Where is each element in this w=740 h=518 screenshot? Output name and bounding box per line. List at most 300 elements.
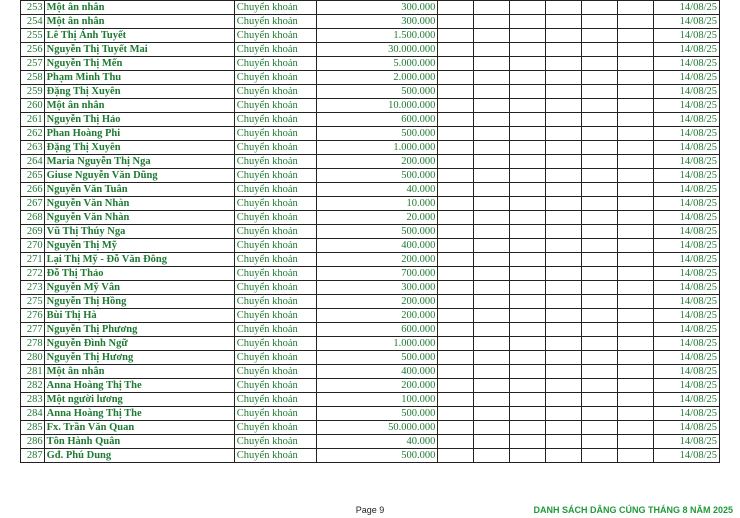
donation-amount: 20.000 — [317, 211, 438, 225]
empty-cell — [474, 85, 510, 99]
donation-date: 14/08/25 — [654, 435, 720, 449]
empty-cell — [474, 225, 510, 239]
empty-cell — [510, 393, 546, 407]
empty-cell — [474, 281, 510, 295]
empty-cell — [438, 337, 474, 351]
empty-cell — [474, 127, 510, 141]
empty-cell — [582, 393, 618, 407]
empty-cell — [474, 393, 510, 407]
empty-cell — [438, 29, 474, 43]
empty-cell — [582, 29, 618, 43]
table-row — [21, 253, 720, 267]
payment-method: Chuyển khoản — [234, 85, 316, 99]
empty-cell — [582, 127, 618, 141]
donor-name: Một ân nhân — [44, 365, 234, 379]
empty-cell — [618, 379, 654, 393]
donation-date: 14/08/25 — [654, 365, 720, 379]
empty-cell — [618, 239, 654, 253]
donor-name: Nguyễn Thị Mến — [44, 57, 234, 71]
payment-method: Chuyển khoản — [234, 169, 316, 183]
empty-cell — [618, 393, 654, 407]
empty-cell — [510, 337, 546, 351]
empty-cell — [618, 113, 654, 127]
empty-cell — [510, 239, 546, 253]
empty-cell — [618, 323, 654, 337]
empty-cell — [510, 141, 546, 155]
row-number: 261 — [21, 113, 45, 127]
empty-cell — [438, 449, 474, 463]
table-row — [21, 267, 720, 281]
table-row — [21, 225, 720, 239]
table-row — [21, 435, 720, 449]
empty-cell — [582, 15, 618, 29]
empty-cell — [474, 407, 510, 421]
empty-cell — [618, 421, 654, 435]
empty-cell — [618, 281, 654, 295]
empty-cell — [510, 169, 546, 183]
donation-date: 14/08/25 — [654, 211, 720, 225]
empty-cell — [618, 1, 654, 15]
empty-cell — [546, 15, 582, 29]
row-number: 272 — [21, 267, 45, 281]
row-number: 264 — [21, 155, 45, 169]
donation-amount: 1.000.000 — [317, 337, 438, 351]
empty-cell — [474, 197, 510, 211]
empty-cell — [474, 421, 510, 435]
empty-cell — [474, 337, 510, 351]
empty-cell — [618, 337, 654, 351]
payment-method: Chuyển khoản — [234, 211, 316, 225]
empty-cell — [582, 197, 618, 211]
donation-amount: 30.000.000 — [317, 43, 438, 57]
payment-method: Chuyển khoản — [234, 267, 316, 281]
empty-cell — [618, 253, 654, 267]
empty-cell — [510, 407, 546, 421]
donation-table — [20, 0, 720, 463]
donation-table-body — [21, 1, 720, 463]
row-number: 257 — [21, 57, 45, 71]
empty-cell — [546, 379, 582, 393]
empty-cell — [546, 351, 582, 365]
table-row — [21, 57, 720, 71]
payment-method: Chuyển khoản — [234, 141, 316, 155]
donation-amount: 500.000 — [317, 169, 438, 183]
empty-cell — [546, 71, 582, 85]
empty-cell — [510, 309, 546, 323]
donation-date: 14/08/25 — [654, 127, 720, 141]
row-number: 281 — [21, 365, 45, 379]
empty-cell — [618, 407, 654, 421]
empty-cell — [582, 309, 618, 323]
table-row — [21, 43, 720, 57]
donation-amount: 600.000 — [317, 323, 438, 337]
table-row — [21, 155, 720, 169]
empty-cell — [510, 211, 546, 225]
empty-cell — [582, 281, 618, 295]
empty-cell — [582, 141, 618, 155]
empty-cell — [618, 365, 654, 379]
row-number: 263 — [21, 141, 45, 155]
donor-name: Tôn Hành Quân — [44, 435, 234, 449]
donation-date: 14/08/25 — [654, 253, 720, 267]
empty-cell — [618, 309, 654, 323]
empty-cell — [438, 71, 474, 85]
donor-name: Đỗ Thị Thảo — [44, 267, 234, 281]
empty-cell — [438, 393, 474, 407]
donation-amount: 1.500.000 — [317, 29, 438, 43]
donation-amount: 400.000 — [317, 365, 438, 379]
empty-cell — [582, 99, 618, 113]
empty-cell — [474, 323, 510, 337]
donation-amount: 500.000 — [317, 225, 438, 239]
donation-amount: 40.000 — [317, 435, 438, 449]
donation-amount: 200.000 — [317, 309, 438, 323]
empty-cell — [474, 15, 510, 29]
table-row — [21, 421, 720, 435]
donation-amount: 200.000 — [317, 379, 438, 393]
donor-name: Anna Hoàng Thị The — [44, 379, 234, 393]
donation-date: 14/08/25 — [654, 169, 720, 183]
empty-cell — [618, 127, 654, 141]
empty-cell — [618, 169, 654, 183]
row-number: 267 — [21, 197, 45, 211]
empty-cell — [546, 295, 582, 309]
donation-date: 14/08/25 — [654, 15, 720, 29]
donor-name: Anna Hoàng Thị The — [44, 407, 234, 421]
empty-cell — [510, 267, 546, 281]
donation-amount: 1.000.000 — [317, 141, 438, 155]
empty-cell — [618, 141, 654, 155]
donation-amount: 10.000.000 — [317, 99, 438, 113]
empty-cell — [510, 43, 546, 57]
payment-method: Chuyển khoản — [234, 253, 316, 267]
empty-cell — [618, 449, 654, 463]
row-number: 254 — [21, 15, 45, 29]
empty-cell — [546, 43, 582, 57]
donation-amount: 500.000 — [317, 351, 438, 365]
empty-cell — [438, 225, 474, 239]
empty-cell — [546, 323, 582, 337]
donor-name: Một ân nhân — [44, 15, 234, 29]
table-row — [21, 169, 720, 183]
payment-method: Chuyển khoản — [234, 127, 316, 141]
donor-name: Nguyễn Văn Tuân — [44, 183, 234, 197]
empty-cell — [618, 85, 654, 99]
empty-cell — [438, 211, 474, 225]
donation-amount: 300.000 — [317, 1, 438, 15]
payment-method: Chuyển khoản — [234, 71, 316, 85]
table-row — [21, 141, 720, 155]
empty-cell — [474, 99, 510, 113]
donation-amount: 200.000 — [317, 155, 438, 169]
donor-name: Nguyễn Thị Hảo — [44, 113, 234, 127]
empty-cell — [474, 435, 510, 449]
donation-amount: 40.000 — [317, 183, 438, 197]
empty-cell — [510, 15, 546, 29]
table-row — [21, 29, 720, 43]
empty-cell — [438, 113, 474, 127]
table-row — [21, 15, 720, 29]
empty-cell — [474, 1, 510, 15]
empty-cell — [474, 169, 510, 183]
donor-name: Nguyễn Đình Ngữ — [44, 337, 234, 351]
empty-cell — [546, 85, 582, 99]
empty-cell — [474, 253, 510, 267]
empty-cell — [438, 365, 474, 379]
row-number: 283 — [21, 393, 45, 407]
donation-amount: 5.000.000 — [317, 57, 438, 71]
donation-amount: 10.000 — [317, 197, 438, 211]
empty-cell — [618, 225, 654, 239]
row-number: 268 — [21, 211, 45, 225]
empty-cell — [474, 155, 510, 169]
payment-method: Chuyển khoản — [234, 155, 316, 169]
table-row — [21, 211, 720, 225]
table-row — [21, 197, 720, 211]
donor-name: Nguyễn Văn Nhàn — [44, 197, 234, 211]
empty-cell — [546, 239, 582, 253]
empty-cell — [618, 351, 654, 365]
table-row — [21, 295, 720, 309]
row-number: 286 — [21, 435, 45, 449]
donation-date: 14/08/25 — [654, 197, 720, 211]
empty-cell — [510, 155, 546, 169]
payment-method: Chuyển khoản — [234, 99, 316, 113]
empty-cell — [546, 253, 582, 267]
empty-cell — [474, 295, 510, 309]
empty-cell — [510, 113, 546, 127]
payment-method: Chuyển khoản — [234, 15, 316, 29]
empty-cell — [618, 435, 654, 449]
empty-cell — [474, 71, 510, 85]
donation-date: 14/08/25 — [654, 393, 720, 407]
donor-name: Lại Thị Mỹ - Đỗ Văn Đông — [44, 253, 234, 267]
donation-date: 14/08/25 — [654, 281, 720, 295]
donation-date: 14/08/25 — [654, 71, 720, 85]
empty-cell — [618, 211, 654, 225]
empty-cell — [582, 365, 618, 379]
empty-cell — [546, 421, 582, 435]
empty-cell — [546, 225, 582, 239]
donation-date: 14/08/25 — [654, 309, 720, 323]
row-number: 265 — [21, 169, 45, 183]
donation-amount: 700.000 — [317, 267, 438, 281]
empty-cell — [438, 379, 474, 393]
row-number: 253 — [21, 1, 45, 15]
row-number: 287 — [21, 449, 45, 463]
donation-date: 14/08/25 — [654, 323, 720, 337]
donor-name: Nguyễn Thị Tuyết Mai — [44, 43, 234, 57]
empty-cell — [474, 267, 510, 281]
empty-cell — [438, 155, 474, 169]
payment-method: Chuyển khoản — [234, 113, 316, 127]
donation-date: 14/08/25 — [654, 225, 720, 239]
row-number: 278 — [21, 337, 45, 351]
empty-cell — [510, 449, 546, 463]
empty-cell — [438, 57, 474, 71]
empty-cell — [582, 323, 618, 337]
empty-cell — [546, 155, 582, 169]
row-number: 259 — [21, 85, 45, 99]
empty-cell — [438, 183, 474, 197]
empty-cell — [438, 127, 474, 141]
donation-date: 14/08/25 — [654, 407, 720, 421]
empty-cell — [438, 323, 474, 337]
donor-name: Một ân nhân — [44, 99, 234, 113]
donor-name: Giuse Nguyễn Văn Dũng — [44, 169, 234, 183]
empty-cell — [510, 225, 546, 239]
payment-method: Chuyển khoản — [234, 449, 316, 463]
empty-cell — [438, 99, 474, 113]
table-row — [21, 127, 720, 141]
row-number: 260 — [21, 99, 45, 113]
row-number: 255 — [21, 29, 45, 43]
row-number: 271 — [21, 253, 45, 267]
donation-date: 14/08/25 — [654, 183, 720, 197]
payment-method: Chuyển khoản — [234, 57, 316, 71]
empty-cell — [438, 267, 474, 281]
payment-method: Chuyển khoản — [234, 407, 316, 421]
empty-cell — [618, 15, 654, 29]
table-row — [21, 337, 720, 351]
table-row — [21, 407, 720, 421]
donor-name: Maria Nguyễn Thị Nga — [44, 155, 234, 169]
donor-name: Nguyễn Mỹ Vân — [44, 281, 234, 295]
empty-cell — [474, 43, 510, 57]
payment-method: Chuyển khoản — [234, 365, 316, 379]
donation-date: 14/08/25 — [654, 99, 720, 113]
payment-method: Chuyển khoản — [234, 239, 316, 253]
donation-date: 14/08/25 — [654, 379, 720, 393]
empty-cell — [582, 435, 618, 449]
payment-method: Chuyển khoản — [234, 43, 316, 57]
payment-method: Chuyển khoản — [234, 421, 316, 435]
empty-cell — [510, 323, 546, 337]
empty-cell — [510, 421, 546, 435]
row-number: 277 — [21, 323, 45, 337]
row-number: 275 — [21, 295, 45, 309]
payment-method: Chuyển khoản — [234, 281, 316, 295]
empty-cell — [510, 197, 546, 211]
donor-name: Fx. Trần Văn Quan — [44, 421, 234, 435]
empty-cell — [546, 29, 582, 43]
empty-cell — [546, 127, 582, 141]
donation-amount: 200.000 — [317, 253, 438, 267]
empty-cell — [582, 337, 618, 351]
empty-cell — [438, 407, 474, 421]
empty-cell — [582, 169, 618, 183]
empty-cell — [582, 43, 618, 57]
donation-date: 14/08/25 — [654, 43, 720, 57]
row-number: 273 — [21, 281, 45, 295]
empty-cell — [618, 99, 654, 113]
table-row — [21, 1, 720, 15]
row-number: 258 — [21, 71, 45, 85]
donation-date: 14/08/25 — [654, 113, 720, 127]
empty-cell — [582, 211, 618, 225]
empty-cell — [618, 29, 654, 43]
empty-cell — [546, 309, 582, 323]
empty-cell — [438, 309, 474, 323]
donation-amount: 500.000 — [317, 449, 438, 463]
payment-method: Chuyển khoản — [234, 435, 316, 449]
donation-amount: 300.000 — [317, 15, 438, 29]
donor-name: Bùi Thị Hà — [44, 309, 234, 323]
empty-cell — [474, 183, 510, 197]
donation-amount: 500.000 — [317, 85, 438, 99]
empty-cell — [618, 71, 654, 85]
empty-cell — [618, 183, 654, 197]
table-row — [21, 281, 720, 295]
empty-cell — [438, 1, 474, 15]
empty-cell — [510, 365, 546, 379]
empty-cell — [582, 239, 618, 253]
empty-cell — [582, 407, 618, 421]
empty-cell — [546, 183, 582, 197]
empty-cell — [582, 71, 618, 85]
empty-cell — [438, 421, 474, 435]
empty-cell — [438, 15, 474, 29]
row-number: 280 — [21, 351, 45, 365]
empty-cell — [618, 267, 654, 281]
row-number: 285 — [21, 421, 45, 435]
payment-method: Chuyển khoản — [234, 295, 316, 309]
empty-cell — [510, 435, 546, 449]
empty-cell — [510, 379, 546, 393]
empty-cell — [474, 239, 510, 253]
empty-cell — [546, 211, 582, 225]
empty-cell — [474, 57, 510, 71]
empty-cell — [510, 351, 546, 365]
donor-name: Lê Thị Ánh Tuyết — [44, 29, 234, 43]
payment-method: Chuyển khoản — [234, 393, 316, 407]
empty-cell — [438, 197, 474, 211]
donor-name: Nguyễn Thị Hương — [44, 351, 234, 365]
payment-method: Chuyển khoản — [234, 351, 316, 365]
empty-cell — [618, 43, 654, 57]
empty-cell — [546, 435, 582, 449]
table-row — [21, 449, 720, 463]
donor-name: Phạm Minh Thu — [44, 71, 234, 85]
donation-amount: 500.000 — [317, 407, 438, 421]
donor-name: Vũ Thị Thúy Nga — [44, 225, 234, 239]
donation-amount: 2.000.000 — [317, 71, 438, 85]
empty-cell — [618, 197, 654, 211]
donation-amount: 400.000 — [317, 239, 438, 253]
row-number: 282 — [21, 379, 45, 393]
empty-cell — [438, 169, 474, 183]
empty-cell — [582, 379, 618, 393]
empty-cell — [618, 57, 654, 71]
empty-cell — [582, 421, 618, 435]
empty-cell — [582, 57, 618, 71]
empty-cell — [510, 99, 546, 113]
payment-method: Chuyển khoản — [234, 323, 316, 337]
payment-method: Chuyển khoản — [234, 183, 316, 197]
empty-cell — [582, 1, 618, 15]
empty-cell — [582, 113, 618, 127]
empty-cell — [510, 281, 546, 295]
empty-cell — [582, 351, 618, 365]
donation-date: 14/08/25 — [654, 29, 720, 43]
donation-date: 14/08/25 — [654, 141, 720, 155]
empty-cell — [546, 169, 582, 183]
empty-cell — [438, 141, 474, 155]
empty-cell — [438, 85, 474, 99]
empty-cell — [582, 183, 618, 197]
empty-cell — [582, 253, 618, 267]
row-number: 269 — [21, 225, 45, 239]
